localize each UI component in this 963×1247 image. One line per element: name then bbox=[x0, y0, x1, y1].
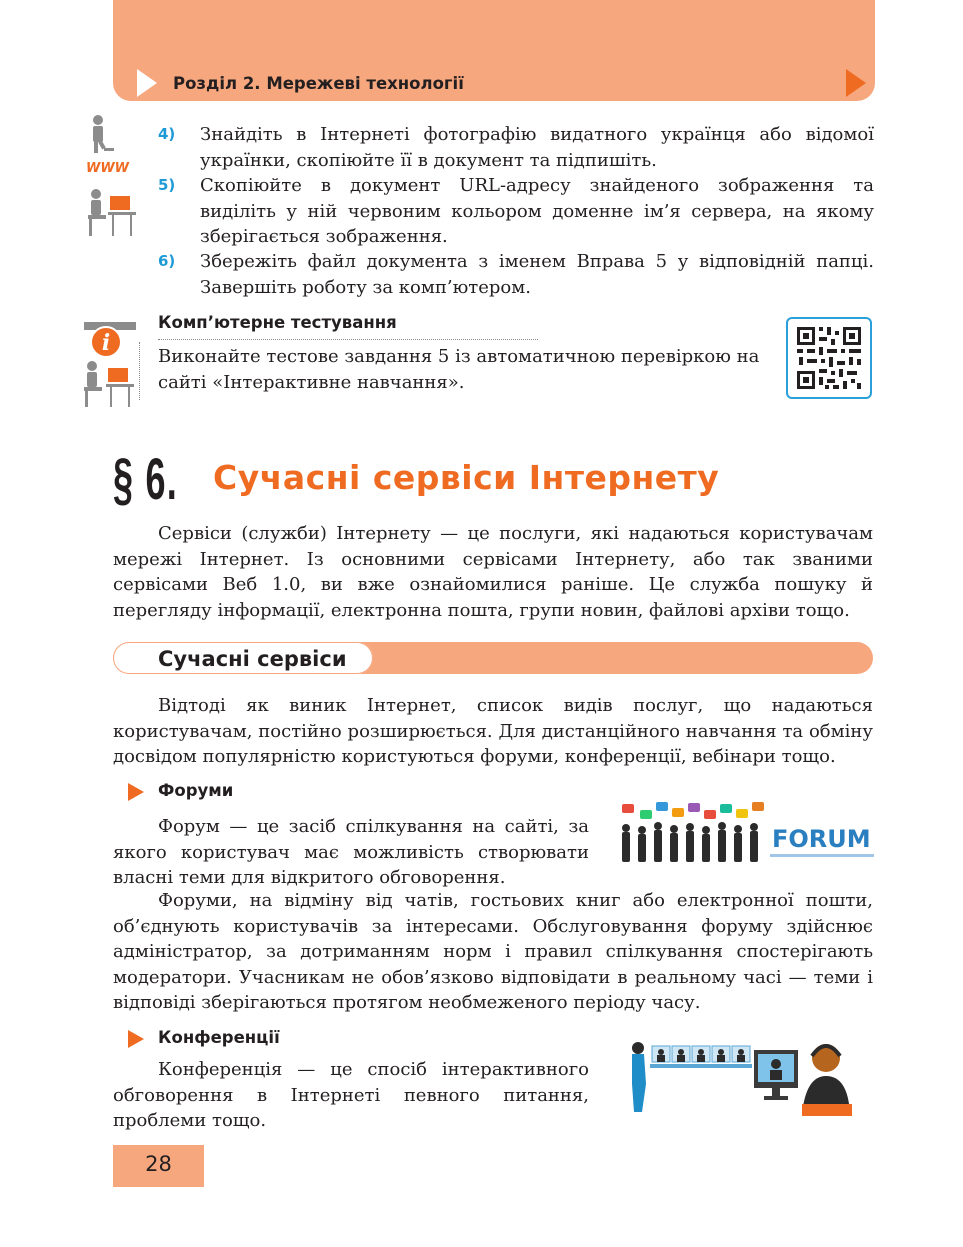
task-item bbox=[158, 122, 874, 173]
qr-code-icon bbox=[788, 319, 870, 397]
test-heading: Комп’ютерне тестування bbox=[158, 313, 397, 332]
chapter-header bbox=[113, 0, 875, 101]
task-text: Скопіюйте в документ URL-адресу знайденого зображення та виділіть у ній червоним кольором доменне ім’я сервера, на якому зберігається зображення. bbox=[200, 175, 874, 247]
task-text: Знайдіть в Інтернеті фотографію видатного українця або відомої українки, скопіюйте її в документ та підпишіть. bbox=[200, 124, 874, 171]
forum-illustration bbox=[614, 800, 876, 870]
conference-illustration bbox=[626, 1034, 852, 1116]
subsection-paragraph: Відтоді як виник Інтернет, список видів послуг, що надаються користувачам, постійно розширюється. Для дистанційного навчання та обміну досвідом популярністю користуються форуми, конференції, вебінари тощо. bbox=[113, 695, 873, 767]
task-item bbox=[158, 249, 874, 300]
info-letter: i bbox=[101, 330, 111, 356]
test-divider bbox=[158, 339, 538, 340]
task-number: 6) bbox=[158, 252, 176, 270]
conferences-marker-icon bbox=[128, 1030, 144, 1048]
forums-paragraph: Форуми, на відміну від чатів, гостьових книг або електронної пошти, об’єднують користувачів за інтересами. Обслуговування форуму здійснює адміністратор, за дотриманням норм і правил спілкування спостерігають модератори. Учасникам не обов’язково відповідати в реальному часі — теми і відповіді зберігаються протягом необмеженого періоду часу. bbox=[113, 890, 873, 1013]
qr-code[interactable] bbox=[786, 317, 872, 399]
forums-marker-icon bbox=[128, 783, 144, 801]
section-number: § 6. bbox=[113, 447, 178, 512]
header-left-arrow-icon bbox=[137, 69, 157, 97]
info-computer-icon bbox=[80, 320, 138, 408]
conferences-heading: Конференції bbox=[158, 1028, 280, 1047]
subsection-title: Сучасні сервіси bbox=[158, 647, 347, 671]
intro-paragraph: Сервіси (служби) Інтернету — це послуги, які надаються користувачам мережі Інтернет. Із основними сервісами Інтернету, або так званими сервісами Веб 1.0, ви вже ознайомилися раніше. Це служба пошуку й перегляду інформації, електронна пошта, групи новин, файлові архіви тощо. bbox=[113, 523, 873, 621]
person-at-computer-icon bbox=[84, 188, 138, 238]
task-number: 4) bbox=[158, 125, 176, 143]
task-text: Збережіть файл документа з іменем Вправа 5 у відповідній папці. Завершіть роботу за комп’ютером. bbox=[200, 251, 874, 298]
test-text: Виконайте тестове завдання 5 із автоматичною перевіркою на сайті «Інтерактивне навчання». bbox=[158, 346, 760, 393]
chapter-title: Розділ 2. Мережеві технології bbox=[173, 74, 464, 93]
page-number: 28 bbox=[145, 1152, 172, 1176]
test-vertical-divider bbox=[139, 342, 140, 400]
www-climber-icon bbox=[84, 114, 134, 176]
conferences-definition: Конференція — це спосіб інтерактивного обговорення в Інтернеті певного питання, проблеми тощо. bbox=[113, 1059, 589, 1131]
header-right-arrow-icon bbox=[846, 69, 866, 97]
forum-logo-text: FORUM bbox=[772, 825, 871, 853]
forums-definition: Форум — це засіб спілкування на сайті, за якого користувач має можливість створювати власні теми для відкритого обговорення. bbox=[113, 816, 589, 888]
task-item bbox=[158, 173, 874, 250]
www-label: WWW bbox=[86, 161, 130, 176]
task-number: 5) bbox=[158, 176, 176, 194]
forums-heading: Форуми bbox=[158, 781, 234, 800]
section-title: Сучасні сервіси Інтернету bbox=[213, 458, 720, 497]
